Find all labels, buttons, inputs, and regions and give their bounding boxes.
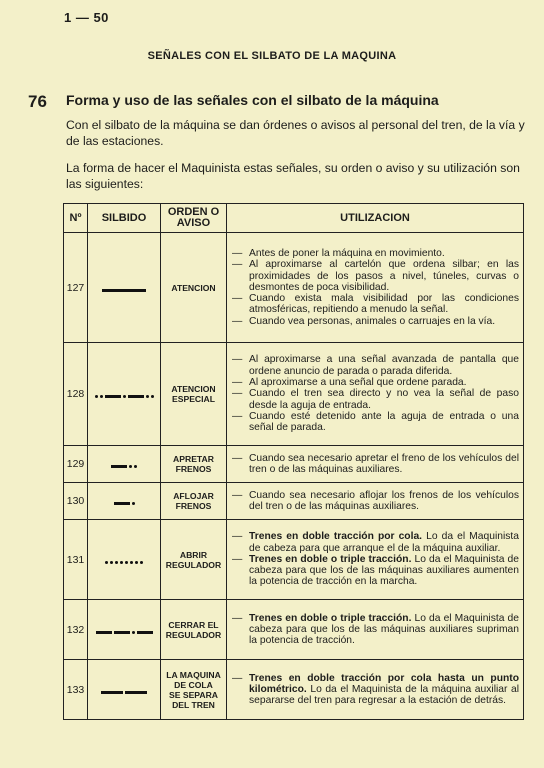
signal-number: 133 [64,660,88,720]
long-blast-mark [114,631,130,634]
usage-list [229,531,519,587]
whistle-pattern [88,483,161,520]
long-blast-mark [125,691,147,694]
short-blast-mark [130,561,133,564]
whistle-pattern [88,600,161,660]
short-blast-mark [146,395,149,398]
signal-usage [227,600,524,660]
short-blast-mark [132,502,135,505]
short-blast-mark [115,561,118,564]
usage-item [229,388,519,411]
usage-item-text: Cuando vea personas, animales o carruajes en la vía. [249,315,496,327]
usage-item-text: Antes de poner la máquina en movimiento. [249,247,445,259]
usage-list [229,354,519,433]
col-header-orden [161,204,227,233]
usage-item [229,248,519,259]
short-blast-mark [95,395,98,398]
short-blast-mark [134,465,137,468]
signal-number: 127 [64,233,88,343]
usage-list [229,613,519,647]
signal-number: 130 [64,483,88,520]
usage-list [229,490,519,513]
lead-paragraph: La forma de hacer el Maquinista estas señales, su orden o aviso y su utilización son las siguientes: [66,161,520,191]
signal-order-line: AFLOJAR [173,491,214,501]
signal-order-line: ATENCION [171,384,216,394]
signal-order-line: DEL TREN [172,699,215,710]
section-number: 76 [28,92,47,111]
usage-item [229,293,519,316]
usage-item-text: Al aproximarse al cartelón que ordena silbar; en las proximidades de los pasos a nivel, túneles, curvas o desmontes de poca visibilidad. [249,259,519,293]
signal-order-line: APRETAR [173,454,214,464]
signal-usage [227,483,524,520]
table-row [64,520,524,600]
short-blast-mark [120,561,123,564]
intro-paragraph: Con el silbato de la máquina se dan órdenes o avisos al personal del tren, de la vía y de las estaciones. [66,118,525,148]
usage-item [229,411,519,434]
signal-order [161,660,227,720]
signal-order-line: DE COLA [174,679,213,690]
usage-item-text: Cuando el tren sea directo y no vea la señal de paso desde la aguja de entrada. [249,388,519,411]
signal-order [161,483,227,520]
short-blast-mark [140,561,143,564]
usage-item-heading: Trenes en doble tracción por cola hasta un punto kilométrico. [249,672,519,695]
signal-number: 128 [64,343,88,446]
long-blast-mark [96,631,112,634]
usage-item-text: Lo da el Maquinista de cabeza para que los de las máquinas auxiliares aumenten la potencia de tracción en la marcha. [249,553,519,588]
usage-item-heading: Trenes en doble o triple tracción. [249,612,412,624]
table-row [64,483,524,520]
table-row [64,343,524,446]
section-title: Forma y uso de las señales con el silbato de la máquina [66,92,439,108]
whistle-pattern [88,233,161,343]
table-row [64,233,524,343]
signal-order-line: ESPECIAL [172,394,215,404]
table-body [64,233,524,720]
long-blast-mark [128,395,144,398]
signal-order [161,343,227,446]
signal-order-line: REGULADOR [165,629,222,640]
short-blast-mark [110,561,113,564]
signal-order-line: LA MAQUINA [166,669,221,680]
usage-item-text: Lo da el Maquinista de la máquina auxiliar al separarse del tren para regresar a la estación de detrás. [249,683,519,707]
signal-order [161,233,227,343]
signal-order-line: FRENOS [175,464,212,474]
usage-item [229,554,519,588]
usage-item [229,354,519,377]
signal-usage [227,446,524,483]
short-blast-mark [123,395,126,398]
signal-number: 129 [64,446,88,483]
usage-item [229,316,519,327]
whistle-pattern-graphic [114,502,135,505]
table-row [64,660,524,720]
usage-item-text: Al aproximarse a una señal avanzada de pantalla que ordene anuncio de parada o parada diferida. [249,354,519,377]
page-header: SEÑALES CON EL SILBATO DE LA MAQUINA [147,50,397,62]
usage-list [229,248,519,327]
whistle-pattern [88,520,161,600]
col-header-silbido: SILBIDO [88,204,161,233]
short-blast-mark [100,395,103,398]
whistle-pattern [88,343,161,446]
usage-item-text: Cuando exista mala visibilidad por las condiciones atmosféricas, repitiendo a menudo la señal. [249,293,519,316]
table-row [64,600,524,660]
signal-order-line: ATENCION [171,282,216,293]
whistle-pattern [88,660,161,720]
signal-usage [227,233,524,343]
signal-usage [227,660,524,720]
signal-order-line: CERRAR EL [168,619,219,630]
signal-order [161,446,227,483]
short-blast-mark [135,561,138,564]
short-blast-mark [129,465,132,468]
signal-order-line: ABRIR [179,549,208,560]
signal-order-line: REGULADOR [165,559,222,570]
whistle-pattern-graphic [96,631,153,634]
usage-item [229,377,519,388]
long-blast-mark [137,631,153,634]
usage-list [229,673,519,707]
signal-order-line: SE SEPARA [168,689,219,700]
long-blast-mark [102,289,146,292]
usage-item-heading: Trenes en doble o triple tracción. [249,553,412,565]
usage-item [229,490,519,513]
col-header-num: Nº [64,204,88,233]
whistle-pattern [88,446,161,483]
usage-item-text: Cuando esté detenido ante la aguja de entrada o una señal de parada. [249,410,519,434]
whistle-pattern-graphic [102,289,146,292]
signal-order-line: FRENOS [175,501,212,511]
usage-item-heading: Trenes en doble tracción por cola. [249,531,423,543]
usage-item-text: Al aproximarse a una señal que ordene parada. [249,377,467,389]
short-blast-mark [105,561,108,564]
table-header-row [64,204,524,233]
short-blast-mark [151,395,154,398]
long-blast-mark [105,395,121,398]
whistle-pattern-graphic [95,395,154,398]
signal-usage [227,343,524,446]
usage-item [229,531,519,554]
long-blast-mark [101,691,123,694]
table-row [64,446,524,483]
usage-item [229,613,519,647]
col-header-orden-line: ORDEN O [167,206,220,218]
whistle-pattern-graphic [111,465,137,468]
short-blast-mark [132,631,135,634]
page-number: 1 — 50 [64,10,109,25]
usage-item [229,453,519,476]
usage-item-text: Lo da el Maquinista de cabeza para que arranque el de la máquina auxiliar. [249,531,519,554]
long-blast-mark [114,502,130,505]
long-blast-mark [111,465,127,468]
col-header-utilizacion: UTILIZACION [227,204,524,233]
usage-item [229,673,519,707]
signal-order [161,600,227,660]
signal-order [161,520,227,600]
signal-usage [227,520,524,600]
usage-list [229,453,519,476]
whistle-signals-table [63,203,524,720]
usage-item [229,259,519,293]
signal-number: 131 [64,520,88,600]
col-header-orden-line: AVISO [176,217,211,229]
whistle-pattern-graphic [101,691,147,694]
whistle-pattern-graphic [105,561,143,564]
usage-item-text: Cuando sea necesario aflojar los frenos de los vehículos del tren o de las máquinas auxiliares. [249,489,519,512]
usage-item-text: Cuando sea necesario apretar el freno de los vehículos del tren o de las máquinas auxiliares. [249,452,519,475]
short-blast-mark [125,561,128,564]
usage-item-text: Lo da el Maquinista de cabeza para que los de las máquinas auxiliares supriman la potencia de tracción. [249,612,519,647]
signal-number: 132 [64,600,88,660]
